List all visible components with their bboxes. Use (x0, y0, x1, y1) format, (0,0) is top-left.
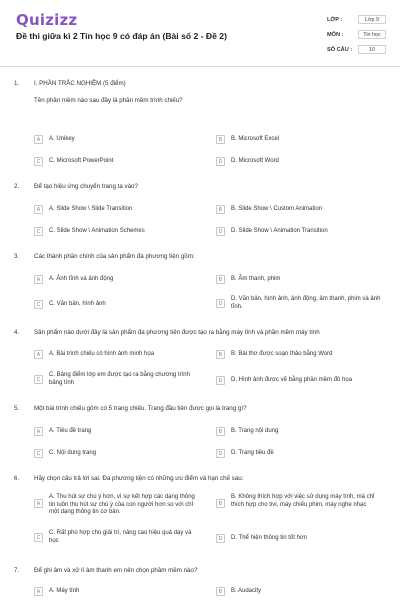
option-text: B. Bài thơ được soạn thảo bằng Word (231, 350, 333, 357)
option-a[interactable] (34, 427, 200, 436)
option-text: A. Thu hút sự chú ý hơn, vì sự kết hợp các dạng thông tin luôn thu hút sự chú ý của con người hơn so với chỉ một dạng thông tin cơ bản. (49, 494, 195, 516)
option-c[interactable] (34, 372, 200, 387)
option-text: C. Bảng điểm lớp em được tạo ra bằng chương trình bảng tính (49, 372, 190, 386)
option-letter: A (34, 205, 43, 214)
option-text: D. Microsoft Word (231, 157, 279, 164)
option-letter: A (34, 499, 43, 508)
section-number: 1. (14, 80, 20, 87)
option-text: A. Slide Show \ Slide Transition (49, 205, 133, 212)
option-text: A. Unikey (49, 135, 75, 142)
option-d[interactable] (216, 376, 388, 385)
option-letter: C (34, 449, 43, 458)
question-number: 7. (14, 567, 20, 574)
subject-value: Tin học (358, 30, 386, 39)
option-text: D. Thể hiện thông tin tốt hơn (231, 534, 308, 541)
option-letter: D (216, 157, 225, 166)
option-letter: D (216, 227, 225, 236)
option-letter: B (216, 135, 225, 144)
option-a[interactable] (34, 205, 200, 214)
option-text: D. Trang tiêu đề (231, 449, 274, 456)
option-text: D. Slide Show \ Animation Transition (231, 227, 328, 234)
option-d[interactable] (216, 157, 388, 166)
option-b[interactable] (216, 427, 388, 436)
option-letter: C (34, 227, 43, 236)
question-count-value: 10 (358, 45, 386, 54)
option-text: B. Audacity (231, 587, 262, 594)
option-letter: A (34, 587, 43, 596)
section-title: I. PHẦN TRẮC NGHIỆM (5 điểm) (34, 80, 126, 87)
question-text: Sản phẩm nào dưới đây là sản phẩm đa phương tiện được tạo ra bằng máy tính và phần mềm máy tính (34, 329, 320, 336)
option-d[interactable] (216, 449, 388, 458)
option-letter: B (216, 587, 225, 596)
option-letter: C (34, 533, 43, 542)
page-title: Đề thi giữa kì 2 Tin học 9 có đáp án (Bài số 2 - Đề 2) (16, 31, 227, 41)
option-a[interactable] (34, 135, 200, 144)
option-b[interactable] (216, 205, 388, 214)
option-d[interactable] (216, 296, 388, 311)
option-letter: A (34, 427, 43, 436)
question-text: Để tạo hiệu ứng chuyển trang ta vào? (34, 183, 138, 190)
option-a[interactable] (34, 275, 200, 284)
question-text: Để ghi âm và xử lí âm thanh em nên chọn phầm mềm nào? (34, 567, 198, 574)
question-number: 6. (14, 475, 20, 482)
option-text: C. Nội dung trang (49, 449, 97, 456)
question-text: Hãy chọn câu trả lời sai. Đa phương tiện có những ưu điểm và hạn chế sau: (34, 475, 244, 482)
option-a[interactable] (34, 350, 200, 359)
option-b[interactable] (216, 275, 388, 284)
grade-value: Lớp 9 (358, 15, 386, 24)
option-text: A. Ảnh tĩnh và ảnh động (49, 275, 114, 282)
option-b[interactable] (216, 587, 388, 596)
option-c[interactable] (34, 300, 200, 309)
option-letter: B (216, 205, 225, 214)
option-c[interactable] (34, 227, 200, 236)
question-count-label: SỐ CÂU : (327, 47, 353, 53)
question-text: Một bài trình chiếu gồm có 5 trang chiếu. Trang đầu tiên được gọi là trang gì? (34, 405, 247, 412)
option-text: A. Tiêu đề trang (49, 427, 92, 434)
option-letter: B (216, 499, 225, 508)
option-text: D. Văn bản, hình ảnh, ảnh động, âm thanh, phim và ảnh tĩnh. (231, 296, 381, 310)
worksheet-header (0, 0, 400, 67)
option-b[interactable] (216, 494, 388, 509)
option-d[interactable] (216, 534, 388, 543)
option-a[interactable] (34, 587, 200, 596)
option-c[interactable] (34, 157, 200, 166)
option-text: C. Slide Show \ Animation Schemes (49, 227, 145, 234)
option-text: A. Bài trình chiếu có hình ảnh minh họa (49, 350, 155, 357)
option-b[interactable] (216, 350, 388, 359)
option-text: C. Microsoft PowerPoint (49, 157, 114, 164)
option-letter: D (216, 534, 225, 543)
option-text: B. Microsoft Excel (231, 135, 280, 142)
option-letter: C (34, 375, 43, 384)
option-c[interactable] (34, 449, 200, 458)
option-text: C. Rất phù hợp cho giải trí, nâng cao hiệu quả dạy và học (49, 530, 192, 544)
question-number: 2. (14, 183, 20, 190)
option-letter: D (216, 449, 225, 458)
option-b[interactable] (216, 135, 388, 144)
option-letter: B (216, 427, 225, 436)
option-letter: D (216, 376, 225, 385)
option-letter: A (34, 135, 43, 144)
option-text: B. Âm thanh, phim (231, 275, 281, 282)
option-text: D. Hình ảnh được vẽ bằng phần mềm đồ họa (231, 376, 353, 383)
option-text: B. Slide Show \ Custom Animation (231, 205, 323, 212)
option-letter: C (34, 157, 43, 166)
option-text: C. Văn bản, hình ảnh (49, 300, 106, 307)
grade-label: LỚP : (327, 17, 343, 23)
option-text: A. Máy tính (49, 587, 80, 594)
option-letter: A (34, 275, 43, 284)
question-number: 3. (14, 253, 20, 260)
option-letter: C (34, 300, 43, 309)
question-number: 5. (14, 405, 20, 412)
question-number: 4. (14, 329, 20, 336)
option-letter: A (34, 350, 43, 359)
option-text: B. Trang nội dung (231, 427, 279, 434)
option-letter: D (216, 299, 225, 308)
quizizz-logo[interactable]: Quizizz (16, 11, 78, 29)
option-letter: B (216, 350, 225, 359)
option-c[interactable] (34, 530, 200, 545)
option-a[interactable] (34, 494, 200, 517)
subject-label: MÔN : (327, 32, 344, 38)
question-text: Tên phần mềm nào sau đây là phần mềm trình chiếu? (34, 97, 183, 104)
option-d[interactable] (216, 227, 388, 236)
option-letter: B (216, 275, 225, 284)
question-text: Các thành phần chính của sản phẩm đa phương tiện gồm: (34, 253, 195, 260)
option-text: B. Không thích hợp với việc sử dụng máy tính, mà chỉ thích hợp cho tivi, máy chiếu phim, máy nghe nhạc (231, 494, 375, 508)
